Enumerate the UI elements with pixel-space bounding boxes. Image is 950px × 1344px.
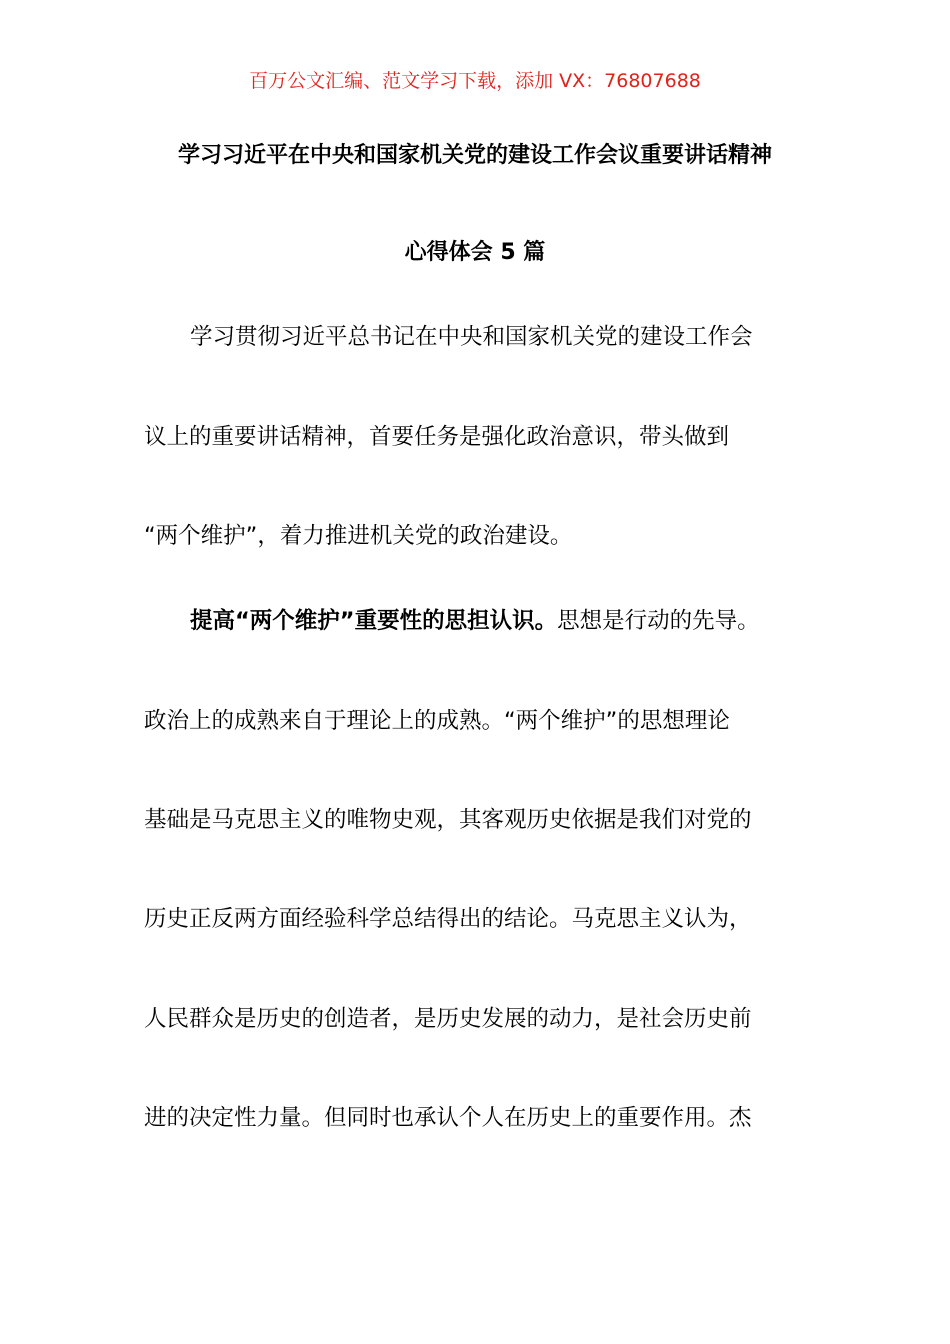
paragraph-2-heading: 提高“两个维护”重要性的思担认识。: [190, 608, 558, 634]
paragraph-1-line-3: “两个维护”，着力推进机关党的政治建设。: [144, 523, 573, 549]
paragraph-2-line-5: 人民群众是历史的创造者，是历史发展的动力，是社会历史前: [144, 1006, 752, 1032]
paragraph-2-line-6: 进的决定性力量。但同时也承认个人在历史上的重要作用。杰: [144, 1105, 752, 1131]
paragraph-2-line-1: [190, 606, 760, 636]
document-title-line-1: 学习习近平在中央和国家机关党的建设工作会议重要讲话精神: [177, 143, 772, 168]
paragraph-1-line-2: 议上的重要讲话精神，首要任务是强化政治意识，带头做到: [144, 424, 730, 450]
paragraph-2-line-1-rest: 思想是行动的先导。: [557, 608, 760, 634]
header-note: 百万公文汇编、范文学习下载，添加 VX：76807688: [249, 70, 701, 92]
document-title-line-2: 心得体会 5 篇: [404, 240, 546, 265]
paragraph-2-line-3: 基础是马克思主义的唯物史观，其客观历史依据是我们对党的: [144, 807, 752, 833]
paragraph-1-line-1: 学习贯彻习近平总书记在中央和国家机关党的建设工作会: [190, 324, 753, 350]
paragraph-2-line-2: 政治上的成熟来自于理论上的成熟。“两个维护”的思想理论: [144, 708, 730, 734]
paragraph-2-line-4: 历史正反两方面经验科学总结得出的结论。马克思主义认为，: [144, 906, 752, 932]
